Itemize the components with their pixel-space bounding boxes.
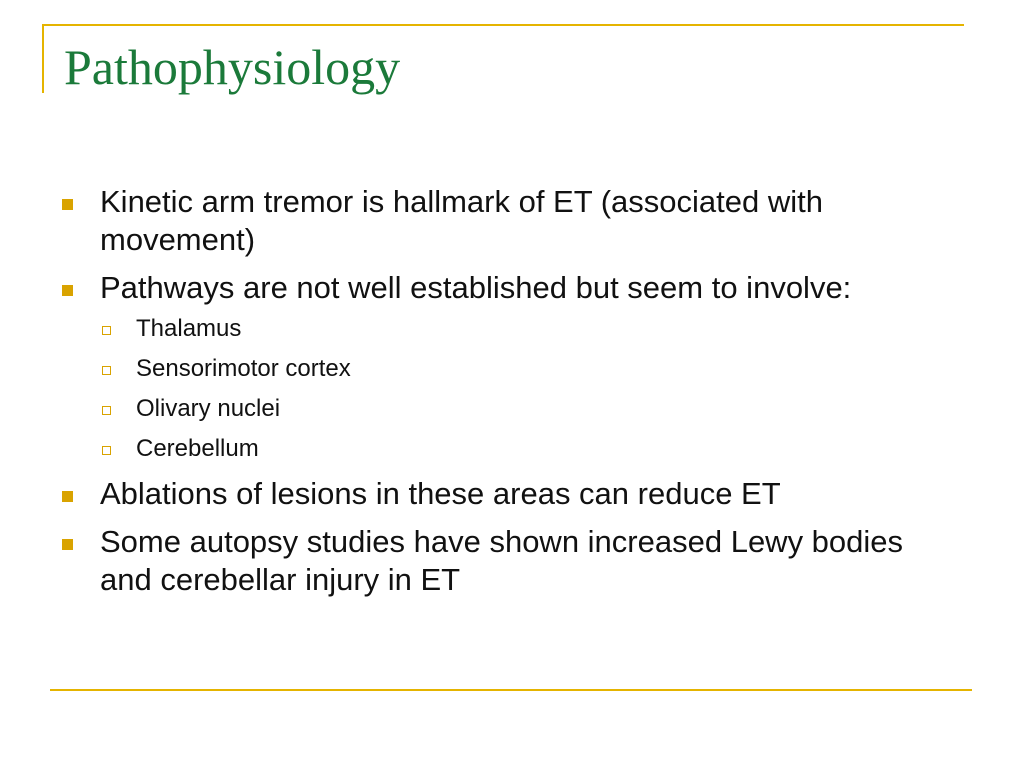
bullet-item <box>62 183 957 259</box>
hollow-square-bullet-icon <box>102 406 111 415</box>
square-bullet-icon <box>62 539 73 550</box>
hollow-square-bullet-icon <box>102 366 111 375</box>
bullet-text: Some autopsy studies have shown increased Lewy bodies and cerebellar injury in ET <box>100 524 904 597</box>
bullet-text: Pathways are not well established but seem to involve: <box>100 270 852 305</box>
slide-body <box>62 183 957 609</box>
bottom-divider-line <box>50 689 972 691</box>
bullet-item <box>62 269 957 307</box>
square-bullet-icon <box>62 491 73 502</box>
sub-bullet-item <box>102 393 957 425</box>
sub-bullet-item <box>102 433 957 465</box>
bullet-item <box>62 475 957 513</box>
sub-bullet-text: Sensorimotor cortex <box>136 355 351 382</box>
left-accent-line <box>42 25 44 93</box>
slide-title: Pathophysiology <box>64 39 401 95</box>
sub-bullet-text: Cerebellum <box>136 435 259 462</box>
sub-bullet-item <box>102 353 957 385</box>
bullet-item <box>62 523 957 599</box>
sub-bullet-text: Thalamus <box>136 315 242 342</box>
square-bullet-icon <box>62 285 73 296</box>
sub-bullet-text: Olivary nuclei <box>136 395 281 422</box>
hollow-square-bullet-icon <box>102 446 111 455</box>
hollow-square-bullet-icon <box>102 326 111 335</box>
top-divider-line <box>42 24 964 26</box>
sub-bullet-item <box>102 313 957 345</box>
bullet-text: Kinetic arm tremor is hallmark of ET (associated with movement) <box>100 184 823 257</box>
square-bullet-icon <box>62 199 73 210</box>
bullet-text: Ablations of lesions in these areas can reduce ET <box>100 476 781 511</box>
